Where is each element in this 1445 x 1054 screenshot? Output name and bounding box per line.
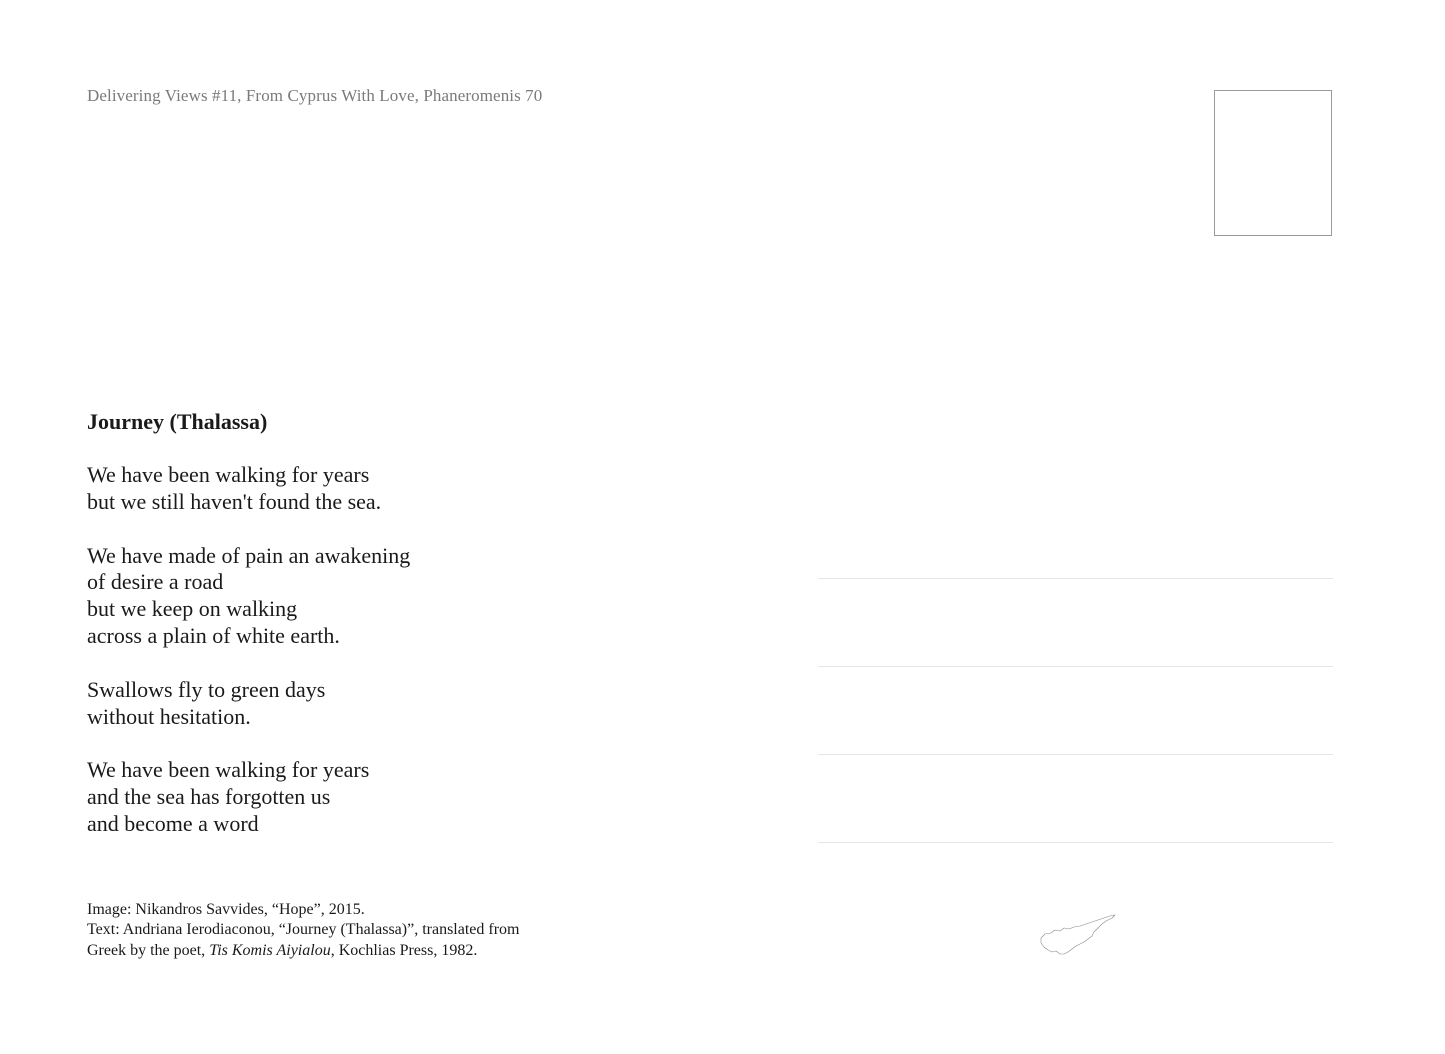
poem — [87, 408, 687, 838]
text-credit: Text: Andriana Ierodiaconou, “Journey (Thalassa)”, translated from — [87, 921, 520, 939]
stanza-3 — [87, 677, 687, 731]
source-prefix: Greek by the poet, — [87, 941, 210, 959]
address-line — [818, 666, 1333, 667]
poem-line: but we keep on walking — [87, 596, 298, 622]
poem-line: but we still haven't found the sea. — [87, 488, 382, 514]
poem-line: We have been walking for years — [87, 757, 370, 783]
poem-line: without hesitation. — [87, 703, 251, 729]
poem-line: across a plain of white earth. — [87, 622, 340, 648]
credits — [87, 900, 520, 961]
poem-line: Swallows fly to green days — [87, 676, 326, 702]
address-line — [818, 754, 1333, 755]
stamp-box — [1214, 90, 1332, 236]
stanza-4 — [87, 757, 687, 837]
source-title: Tis Komis Aiyialou — [209, 941, 331, 959]
source-suffix: , Kochlias Press, 1982. — [330, 941, 478, 959]
poem-line: We have made of pain an awakening — [87, 542, 411, 568]
poem-line: and the sea has forgotten us — [87, 784, 331, 810]
poem-line: and become a word — [87, 810, 259, 836]
poem-line: We have been walking for years — [87, 462, 370, 487]
address-line — [818, 578, 1333, 579]
address-line — [818, 842, 1333, 843]
poem-title: Journey (Thalassa) — [87, 409, 268, 434]
source-credit — [87, 941, 520, 961]
postcard-caption: Delivering Views #11, From Cyprus With Love, Phaneromenis 70 — [87, 86, 543, 105]
stanza-2 — [87, 543, 687, 650]
image-credit: Image: Nikandros Savvides, “Hope”, 2015. — [87, 901, 365, 918]
stanza-1 — [87, 462, 687, 516]
cyprus-outline-icon — [1036, 912, 1120, 960]
poem-line: of desire a road — [87, 569, 224, 595]
